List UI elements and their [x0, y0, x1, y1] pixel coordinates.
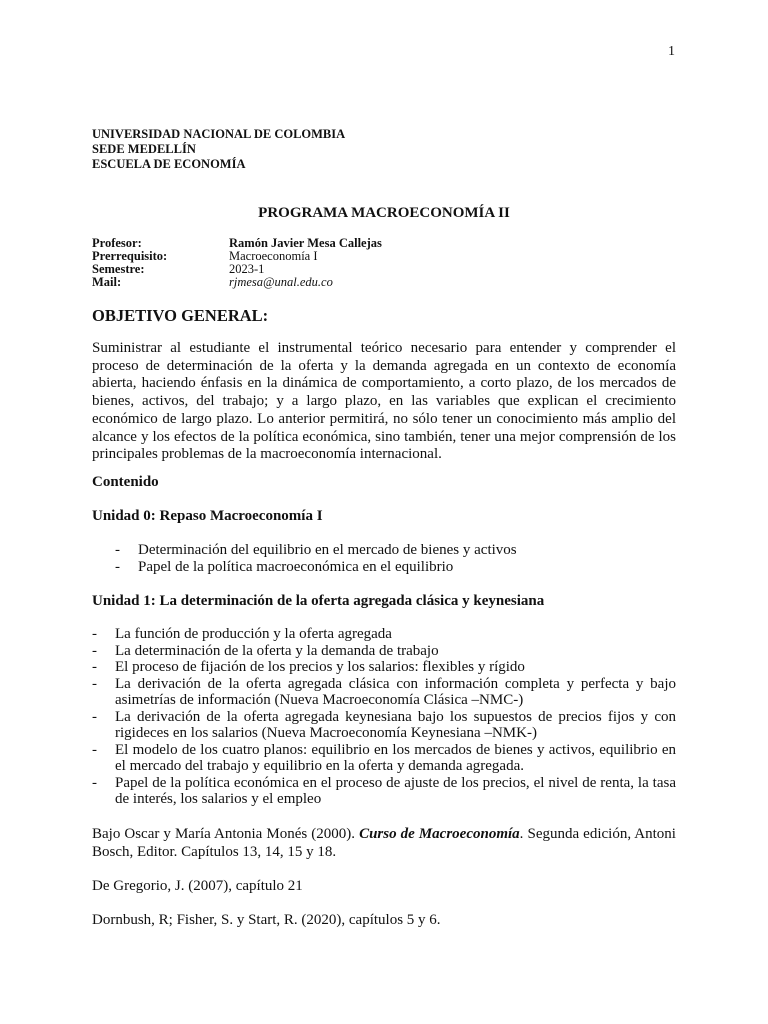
- document-title: PROGRAMA MACROECONOMÍA II: [258, 205, 510, 221]
- reference-1: Bajo Oscar y María Antonia Monés (2000). Curso de Macroeconomía. Segunda edición, Antoni Bosch, Editor. Capítulos 13, 14, 15 y 18.: [92, 826, 676, 860]
- reference-3: Dornbush, R; Fisher, S. y Start, R. (2020), capítulos 5 y 6.: [92, 912, 441, 928]
- list-item: - La determinación de la oferta y la demanda de trabajo: [92, 642, 439, 659]
- list-item: - La derivación de la oferta agregada clásica con información completa y perfecta y bajo asimetrías de información (Nueva Macroeconomía Clásica –NMC-): [92, 675, 676, 708]
- info-value: Macroeconomía I: [229, 249, 318, 263]
- institution-line: ESCUELA DE ECONOMÍA: [92, 157, 246, 171]
- info-label: Profesor:: [92, 236, 142, 250]
- list-item: - Papel de la política económica en el proceso de ajuste de los precios, el nivel de renta, la tasa de interés, los salarios y el empleo: [92, 774, 676, 807]
- reference-2: De Gregorio, J. (2007), capítulo 21: [92, 878, 303, 894]
- info-label: Prerrequisito:: [92, 249, 168, 263]
- unit1-heading: Unidad 1: La determinación de la oferta agregada clásica y keynesiana: [92, 593, 545, 609]
- unit0-heading: Unidad 0: Repaso Macroeconomía I: [92, 508, 323, 524]
- list-item: - Papel de la política macroeconómica en el equilibrio: [115, 558, 454, 575]
- list-item: - El modelo de los cuatro planos: equilibrio en los mercados de bienes y activos, equilibrio en el mercado del trabajo y equilibrio en la oferta y demanda agregada.: [92, 741, 676, 774]
- institution-line: SEDE MEDELLÍN: [92, 142, 196, 156]
- info-label: Semestre:: [92, 262, 145, 276]
- info-label: Mail:: [92, 275, 122, 289]
- list-item: - La derivación de la oferta agregada keynesiana bajo los supuestos de precios fijos y con rigideces en los salarios (Nueva Macroeconomía Keynesiana –NMK-): [92, 708, 676, 741]
- list-item: - La función de producción y la oferta agregada: [92, 626, 392, 642]
- page-number: 1: [668, 44, 675, 59]
- course-info: [92, 237, 382, 289]
- info-value: 2023-1: [229, 262, 265, 276]
- book-title: Curso de Macroeconomía: [359, 826, 520, 842]
- unit1-list: [92, 626, 676, 808]
- content-heading: Contenido: [92, 474, 159, 490]
- institution-header: [92, 127, 345, 172]
- unit0-list: [115, 542, 676, 575]
- institution-line: UNIVERSIDAD NACIONAL DE COLOMBIA: [92, 127, 346, 141]
- email-value: rjmesa@unal.edu.co: [229, 275, 333, 289]
- info-value: Ramón Javier Mesa Callejas: [229, 236, 382, 250]
- info-row: [92, 276, 382, 289]
- objective-heading: OBJETIVO GENERAL:: [92, 306, 269, 325]
- objective-text: Suministrar al estudiante el instrumental teórico necesario para entender y comprender el proceso de determinación de la oferta y la demanda agregada en un contexto de economía abierta, haciendo énfasis en la dinámica de comportamiento, a corto plazo, de los mercados de bienes, activos, del trabajo; y a largo plazo, en las variables que explican el crecimiento económico de largo plazo. Lo anterior permitirá, no sólo tener un conocimiento más amplio del alcance y los efectos de la política económica, sino también, tener una mejor comprensión de los principales problemas de la macroeconomía internacional.: [92, 340, 676, 463]
- list-item: - El proceso de fijación de los precios y los salarios: flexibles y rígido: [92, 659, 525, 675]
- list-item: - Determinación del equilibrio en el mercado de bienes y activos: [115, 542, 517, 558]
